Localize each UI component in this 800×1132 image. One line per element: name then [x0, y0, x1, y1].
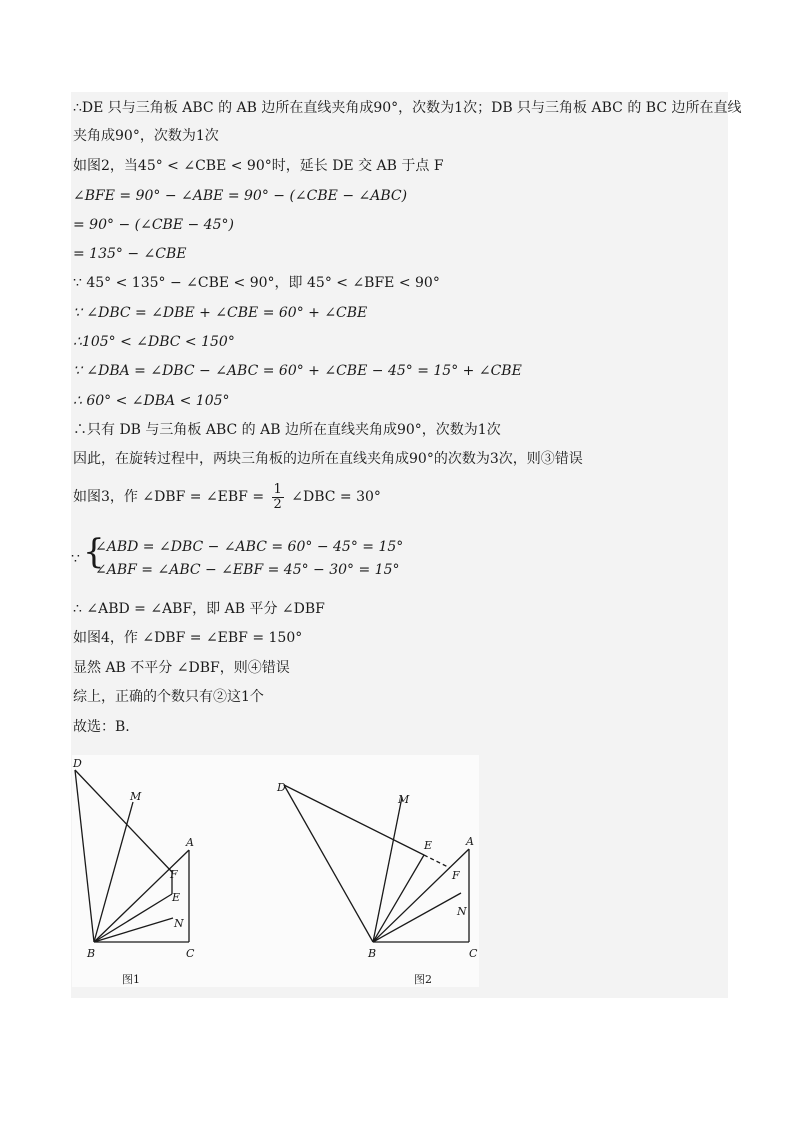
fraction-one-half — [272, 483, 284, 512]
text-line-20: 综上，正确的个数只有②这1个 — [73, 689, 264, 705]
text-line-1: ∴DE 只与三角板 ABC 的 AB 边所在直线夹角成90°，次数为1次；DB 只与三角板 ABC 的 BC 边所在直线 — [73, 100, 742, 116]
text-line-18: 如图4，作 ∠DBF = ∠EBF = 150° — [73, 630, 303, 646]
text-line-13: 因此，在旋转过程中，两块三角板的边所在直线夹角成90°的次数为3次，则③错误 — [73, 451, 583, 467]
text-line-8: ∵ ∠DBC = ∠DBE + ∠CBE = 60° + ∠CBE — [73, 305, 368, 321]
text-line-7: ∵ 45° < 135° − ∠CBE < 90°，即 45° < ∠BFE < 90° — [73, 275, 440, 291]
fig2-label-c: C — [469, 947, 478, 960]
system-line-2: ∠ABF = ∠ABC − ∠EBF = 45° − 30° = 15° — [95, 562, 400, 578]
text-line-6: = 135° − ∠CBE — [73, 246, 187, 262]
fig1-label-e: E — [172, 891, 181, 904]
fraction-numerator: 1 — [273, 481, 282, 497]
fig1-label-m: M — [130, 790, 142, 803]
fig2-label-a: A — [466, 835, 474, 848]
fig1-label-f: F — [170, 868, 178, 881]
fig2-label-m: M — [398, 793, 410, 806]
because-symbol: ∵ — [71, 551, 80, 567]
text-line-2: 夹角成90°，次数为1次 — [73, 128, 219, 144]
fig2-extension-ef — [424, 855, 450, 868]
fig2-segment-be — [373, 855, 424, 942]
text-line-9: ∴105° < ∠DBC < 150° — [73, 334, 235, 350]
fig2-label-n: N — [457, 905, 467, 918]
text-line-14-prefix: 如图3，作 ∠DBF = ∠EBF = — [73, 489, 265, 505]
system-brace: { — [83, 532, 105, 572]
geometry-figures — [72, 755, 479, 987]
fig1-label-d: D — [73, 757, 82, 770]
fig1-caption: 图1 — [122, 973, 140, 986]
text-line-4: ∠BFE = 90° − ∠ABE = 90° − (∠CBE − ∠ABC) — [73, 188, 408, 204]
fig1-label-c: C — [186, 947, 195, 960]
text-line-11: ∴ 60° < ∠DBA < 105° — [73, 393, 230, 409]
system-line-1: ∠ABD = ∠DBC − ∠ABC = 60° − 45° = 15° — [95, 539, 404, 555]
fig2-label-e: E — [424, 839, 433, 852]
text-line-3: 如图2，当45° < ∠CBE < 90°时，延长 DE 交 AB 于点 F — [73, 158, 444, 174]
text-line-17: ∴ ∠ABD = ∠ABF，即 AB 平分 ∠DBF — [73, 601, 325, 617]
text-line-14 — [73, 482, 381, 512]
fig2-caption: 图2 — [414, 973, 432, 986]
fig2-segment-db — [284, 785, 373, 942]
fig2-label-f: F — [452, 869, 460, 882]
fig1-label-n: N — [174, 917, 184, 930]
fig2-segment-ba — [373, 849, 469, 942]
text-line-5: = 90° − (∠CBE − 45°) — [73, 217, 234, 233]
text-line-12: ∴只有 DB 与三角板 ABC 的 AB 边所在直线夹角成90°，次数为1次 — [73, 422, 501, 438]
fig1-label-b: B — [87, 947, 96, 960]
fig2-label-d: D — [277, 781, 286, 794]
text-line-19: 显然 AB 不平分 ∠DBF，则④错误 — [73, 660, 290, 676]
fraction-denominator: 2 — [273, 496, 282, 512]
fig2-label-b: B — [368, 947, 377, 960]
text-line-14-suffix: ∠DBC = 30° — [291, 489, 381, 505]
fig2-segment-bn — [373, 893, 461, 942]
text-line-10: ∵ ∠DBA = ∠DBC − ∠ABC = 60° + ∠CBE − 45° = 15° + ∠CBE — [73, 363, 522, 379]
fig1-segment-de — [75, 770, 172, 872]
figure-area — [72, 755, 479, 987]
fig1-label-a: A — [186, 836, 194, 849]
fig1-segment-db — [75, 770, 94, 942]
fig2-ray-bm — [373, 797, 402, 942]
text-line-21: 故选：B. — [73, 719, 130, 735]
